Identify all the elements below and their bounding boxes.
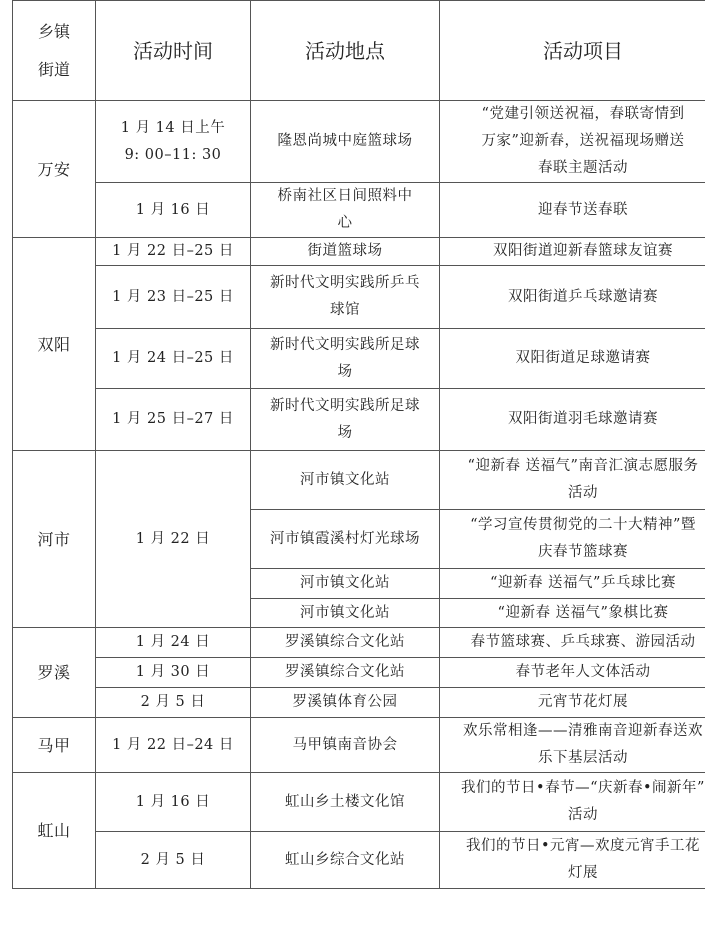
time-cell	[96, 832, 251, 889]
table-row	[13, 451, 705, 510]
table-row	[13, 658, 705, 688]
place-line: 河市镇文化站	[300, 471, 390, 488]
time-cell	[96, 773, 251, 832]
item-line: 万家”迎新春，送祝福现场赠送	[481, 133, 685, 149]
item-line: 双阳街道羽毛球邀请赛	[508, 411, 658, 427]
time-cell	[96, 183, 251, 238]
place-line: 隆恩尚城中庭篮球场	[277, 133, 413, 149]
time-cell	[96, 329, 251, 389]
item-line: 乐下基层活动	[538, 750, 628, 766]
town-cell: 罗溪	[13, 628, 96, 718]
item-line: 庆春节篮球赛	[538, 544, 628, 560]
time-cell	[96, 266, 251, 329]
place-cell	[251, 718, 440, 773]
item-cell	[440, 628, 705, 658]
place-cell	[251, 832, 440, 889]
time-line: 9: 00–11: 30	[124, 146, 222, 163]
time-line: 2 月 5 日	[140, 851, 206, 868]
town-cell: 马甲	[13, 718, 96, 773]
place-line: 新时代文明实践所足球	[270, 397, 420, 414]
town-cell: 河市	[13, 451, 96, 628]
header-time: 活动时间	[96, 1, 251, 101]
place-line: 马甲镇南音协会	[292, 736, 398, 753]
item-line: “迎新春 送福气”乒乓球比赛	[490, 575, 676, 591]
time-line: 1 月 16 日	[135, 793, 211, 810]
place-line: 新时代文明实践所足球	[270, 336, 420, 353]
item-cell	[440, 389, 705, 451]
item-cell	[440, 688, 705, 718]
place-cell	[251, 389, 440, 451]
item-line: 春联主题活动	[538, 160, 628, 176]
place-cell	[251, 329, 440, 389]
town-cell: 万安	[13, 101, 96, 238]
item-line: 春节篮球赛、乒乓球赛、游园活动	[470, 634, 696, 650]
place-cell	[251, 183, 440, 238]
town-cell: 双阳	[13, 238, 96, 451]
header-town	[13, 1, 96, 101]
time-cell	[96, 238, 251, 266]
time-line: 1 月 22 日–24 日	[112, 736, 234, 753]
place-line: 球馆	[330, 302, 360, 318]
item-cell	[440, 266, 705, 329]
table-row	[13, 628, 705, 658]
place-cell	[251, 658, 440, 688]
time-cell	[96, 628, 251, 658]
item-cell	[440, 569, 705, 599]
activity-table	[12, 0, 705, 889]
place-cell	[251, 510, 440, 569]
time-line: 1 月 14 日上午	[120, 119, 226, 136]
place-line: 街道篮球场	[307, 243, 383, 259]
table-row	[13, 832, 705, 889]
item-line: 元宵节花灯展	[538, 694, 628, 710]
place-cell	[251, 599, 440, 628]
place-line: 河市镇文化站	[300, 604, 390, 621]
place-line: 河市镇文化站	[300, 575, 390, 591]
item-cell	[440, 599, 705, 628]
item-line: 双阳街道足球邀请赛	[515, 350, 651, 366]
table-row	[13, 266, 705, 329]
item-cell	[440, 718, 705, 773]
header-place: 活动地点	[251, 1, 440, 101]
place-cell	[251, 451, 440, 510]
item-line: 灯展	[568, 865, 598, 881]
item-line: “迎新春 送福气”象棋比赛	[497, 604, 669, 621]
item-cell	[440, 183, 705, 238]
time-line: 1 月 16 日	[135, 201, 211, 218]
place-line: 心	[337, 215, 353, 231]
table-row	[13, 238, 705, 266]
place-line: 罗溪镇综合文化站	[285, 664, 405, 680]
time-line: 1 月 24 日	[135, 634, 211, 650]
time-cell	[96, 451, 251, 628]
header-row	[13, 1, 705, 101]
time-line: 1 月 25 日–27 日	[112, 411, 234, 427]
item-cell	[440, 510, 705, 569]
place-line: 虹山乡综合文化站	[285, 851, 405, 868]
item-cell	[440, 101, 705, 183]
item-line: 春节老年人文体活动	[515, 664, 651, 680]
item-line: 欢乐常相逢——清雅南音迎新春送欢	[463, 723, 703, 739]
time-cell	[96, 658, 251, 688]
item-line: “学习宣传贯彻党的二十大精神”暨	[470, 517, 696, 533]
place-line: 场	[337, 424, 353, 441]
time-line: 1 月 30 日	[135, 664, 211, 680]
place-line: 桥南社区日间照料中	[277, 188, 413, 204]
item-cell	[440, 658, 705, 688]
town-cell: 虹山	[13, 773, 96, 889]
time-line: 1 月 22 日	[135, 530, 211, 547]
item-cell	[440, 773, 705, 832]
header-item: 活动项目	[440, 1, 705, 101]
place-line: 罗溪镇综合文化站	[285, 634, 405, 650]
place-line: 虹山乡土楼文化馆	[285, 793, 405, 810]
time-cell	[96, 718, 251, 773]
table-row	[13, 101, 705, 183]
header-town-line2: 街道	[37, 59, 70, 79]
item-cell	[440, 832, 705, 889]
place-cell	[251, 238, 440, 266]
table-row	[13, 183, 705, 238]
place-line: 罗溪镇体育公园	[292, 694, 398, 710]
item-line: 我们的节日•元宵—欢度元宵手工花	[465, 838, 701, 854]
time-line: 1 月 23 日–25 日	[112, 288, 234, 305]
item-line: 双阳街道迎新春篮球友谊赛	[493, 243, 673, 259]
place-cell	[251, 569, 440, 599]
item-cell	[440, 329, 705, 389]
time-cell	[96, 389, 251, 451]
item-line: 我们的节日•春节—“庆新春•闹新年”	[461, 780, 705, 796]
table-row	[13, 389, 705, 451]
time-line: 2 月 5 日	[140, 694, 206, 710]
place-cell	[251, 266, 440, 329]
item-cell	[440, 238, 705, 266]
header-town-line1: 乡镇	[37, 21, 70, 41]
time-line: 1 月 24 日–25 日	[112, 350, 234, 366]
item-line: “党建引领送祝福，春联寄情到	[481, 106, 685, 122]
item-line: 活动	[568, 485, 598, 501]
place-cell	[251, 688, 440, 718]
item-line: “迎新春 送福气”南音汇演志愿服务	[467, 458, 699, 474]
table-row	[13, 329, 705, 389]
table-row	[13, 773, 705, 832]
place-line: 场	[337, 363, 353, 380]
place-cell	[251, 773, 440, 832]
time-cell	[96, 101, 251, 183]
place-cell	[251, 628, 440, 658]
place-line: 河市镇霞溪村灯光球场	[270, 530, 420, 547]
table-row	[13, 718, 705, 773]
table-row	[13, 688, 705, 718]
item-cell	[440, 451, 705, 510]
item-line: 双阳街道乒乓球邀请赛	[508, 288, 658, 305]
item-line: 迎春节送春联	[538, 201, 628, 218]
place-cell	[251, 101, 440, 183]
item-line: 活动	[568, 807, 598, 823]
time-line: 1 月 22 日–25 日	[112, 243, 234, 259]
place-line: 新时代文明实践所乒乓	[270, 275, 420, 291]
time-cell	[96, 688, 251, 718]
